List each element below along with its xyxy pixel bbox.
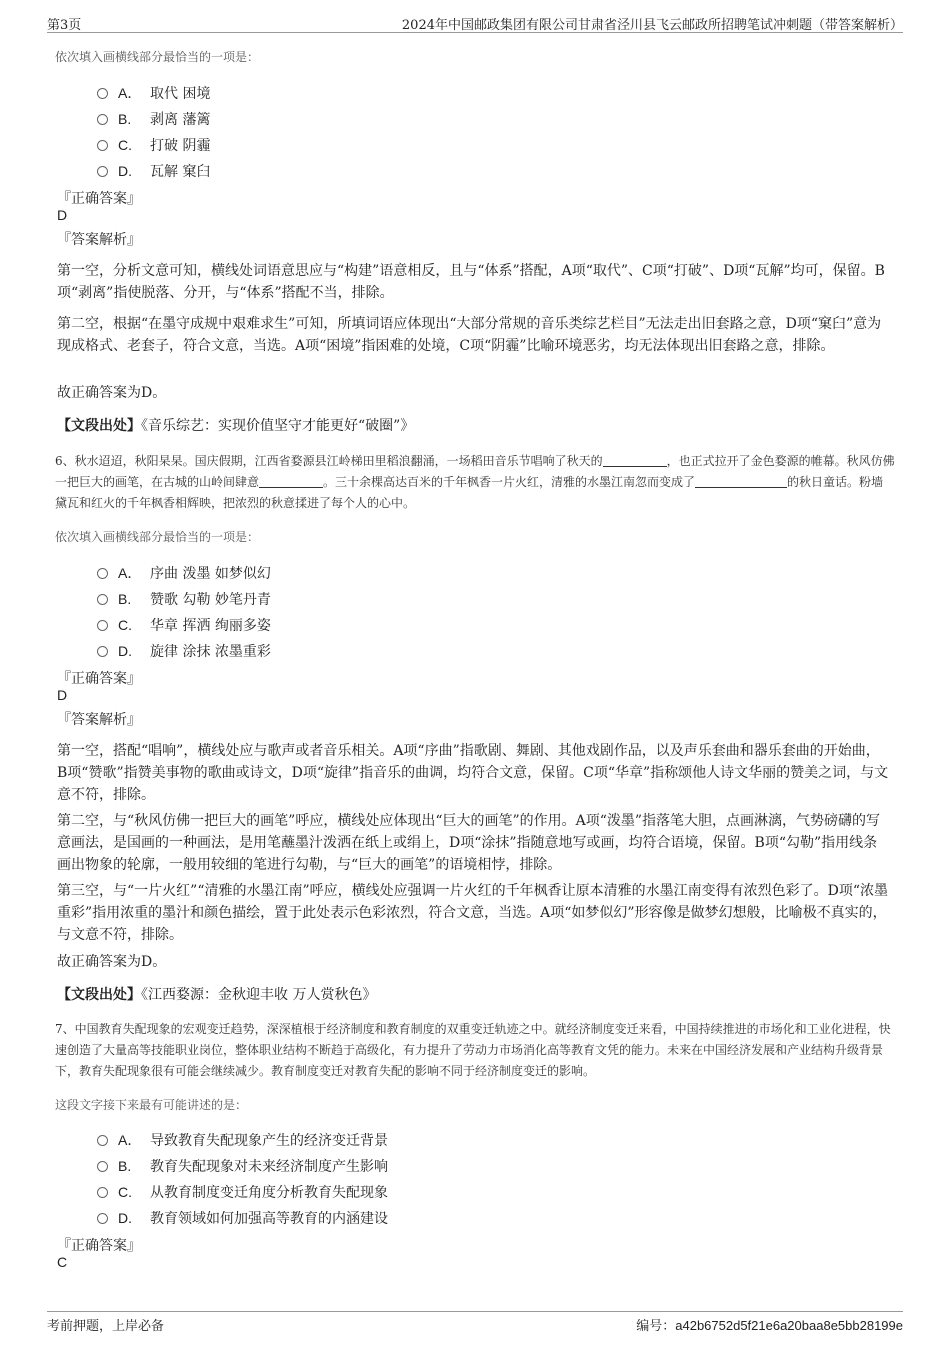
q6-question-text: 6、秋水迢迢，秋阳杲杲。国庆假期，江西省婺源县江岭梯田里稻浪翻涌，一场稻田音乐节唱响了秋天的 ，也正式拉开了金色婺源的帷幕。秋风仿佛一把巨大的画笔，在古城的山岭间肆意 。三十余棵高达百米的千年枫香一片火红，清雅的水墨江南忽而变成了 的秋日童话。粉墙黛瓦和红火的千年枫香相辉映，把浓烈的秋意揉进了每个人的心中。 [55, 454, 895, 510]
q6-analysis-p2: 第二空，与“秋风仿佛一把巨大的画笔”呼应，横线处应体现出“巨大的画笔”的作用。A项“泼墨”指落笔大胆，点画淋漓，气势磅礴的写意画法，是国画的一种画法，是用笔蘸墨汁泼洒在纸上或绢上，D项“涂抹”指随意地写或画，均符合语境，保留。B项“勾勒”指用线条画出物象的轮廓，一般用较细的笔进行勾勒，与“巨大的画笔”的语境相悖，排除。 [57, 813, 881, 873]
radio-icon[interactable] [97, 1135, 108, 1146]
document-code: 编号：a42b6752d5f21e6a20baa8e5bb28199e [636, 1318, 903, 1334]
blank-1 [603, 454, 667, 467]
q7-question-text: 7、中国教育失配现象的宏观变迁趋势，深深植根于经济制度和教育制度的双重变迁轨迹之中。就经济制度变迁来看，中国持续推进的市场化和工业化进程，快速创造了大量高等技能职业岗位，整体职业结构不断趋于高级化，有力提升了劳动力市场消化高等教育文凭的能力。未来在中国经济发展和产业结构升级背景下，教育失配现象很有可能会继续减少。教育制度变迁对教育失配的影响不同于经济制度变迁的影响。 [55, 1022, 891, 1078]
q7-prompt: 这段文字接下来最有可能讲述的是： [55, 1098, 248, 1112]
page-header [47, 12, 903, 33]
q5-analysis-p1: 第一空，分析文意可知，横线处词语意思应与“构建”语意相反，且与“体系”搭配，A项“取代”、C项“打破”、D项“瓦解”均可，保留。B项“剥离”指使脱落、分开，与“体系”搭配不当，排除。 [57, 263, 885, 301]
q5-source: 【文段出处】《音乐综艺：实现价值坚守才能更好“破圈”》 [57, 418, 415, 434]
q7-option-b[interactable]: B. 教育失配现象对未来经济制度产生影响 [97, 1156, 388, 1176]
radio-icon[interactable] [97, 1213, 108, 1224]
q6-prompt: 依次填入画横线部分最恰当的一项是： [55, 530, 260, 544]
q6-option-b[interactable]: B. 赞歌 勾勒 妙笔丹青 [97, 589, 271, 609]
radio-icon[interactable] [97, 166, 108, 177]
q5-analysis-p2: 第二空，根据“在墨守成规中艰难求生”可知，所填词语应体现出“大部分常规的音乐类综艺栏目”无法走出旧套路之意，D项“窠臼”意为现成格式、老套子，符合文意，当选。A项“困境”指困难的处境，C项“阴霾”比喻环境恶劣，均无法体现出旧套路之意，排除。 [57, 316, 882, 354]
footer-slogan: 考前押题，上岸必备 [47, 1319, 165, 1334]
q6-answer-label: 『正确答案』 [57, 671, 141, 687]
radio-icon[interactable] [97, 594, 108, 605]
radio-icon[interactable] [97, 114, 108, 125]
q5-option-a[interactable]: A． 取代 困境 [97, 83, 210, 103]
blank-3 [695, 475, 787, 488]
q6-option-d[interactable]: D. 旋律 涂抹 浓墨重彩 [97, 641, 271, 661]
q7-option-c[interactable]: C. 从教育制度变迁角度分析教育失配现象 [97, 1182, 388, 1202]
radio-icon[interactable] [97, 140, 108, 151]
radio-icon[interactable] [97, 568, 108, 579]
blank-2 [259, 475, 323, 488]
q5-analysis-label: 『答案解析』 [57, 232, 141, 248]
q7-answer-label: 『正确答案』 [57, 1238, 141, 1254]
q5-option-b[interactable]: B. 剥离 藩篱 [97, 109, 210, 129]
q5-option-d[interactable]: D. 瓦解 窠臼 [97, 161, 210, 181]
q5-option-c[interactable]: C. 打破 阴霾 [97, 135, 210, 155]
q6-analysis-p1: 第一空，搭配“唱响”，横线处应与歌声或者音乐相关。A项“序曲”指歌剧、舞剧、其他戏剧作品，以及声乐套曲和器乐套曲的开始曲，B项“赞歌”指赞美事物的歌曲或诗文，D项“旋律”指音乐的曲调，均符合文意，保留。C项“华章”指称颂他人诗文华丽的赞美之词，与文意不符，排除。 [57, 743, 889, 803]
radio-icon[interactable] [97, 88, 108, 99]
q6-option-c[interactable]: C. 华章 挥洒 绚丽多姿 [97, 615, 271, 635]
radio-icon[interactable] [97, 1161, 108, 1172]
radio-icon[interactable] [97, 620, 108, 631]
document-title: 2024年中国邮政集团有限公司甘肃省泾川县飞云邮政所招聘笔试冲刺题（带答案解析） [401, 18, 903, 33]
q6-answer: D [57, 687, 68, 703]
q6-analysis-p3: 第三空，与“一片火红”“清雅的水墨江南”呼应，横线处应强调一片火红的千年枫香让原本清雅的水墨江南变得有浓烈色彩了。D项“浓墨重彩”指用浓重的墨汁和颜色描绘，置于此处表示色彩浓烈，符合文意，当选。A项“如梦似幻”形容像是做梦幻想般，比喻极不真实的，与文意不符，排除。 [57, 883, 889, 943]
q5-answer: D [57, 207, 68, 223]
q6-analysis-p4: 故正确答案为D。 [57, 954, 167, 970]
q7-answer: C [57, 1254, 68, 1270]
radio-icon[interactable] [97, 646, 108, 657]
q6-source: 【文段出处】《江西婺源：金秋迎丰收 万人赏秋色》 [57, 987, 377, 1003]
q7-option-a[interactable]: A． 导致教育失配现象产生的经济变迁背景 [97, 1130, 388, 1150]
q7-option-d[interactable]: D. 教育领域如何加强高等教育的内涵建设 [97, 1208, 388, 1228]
q6-analysis-label: 『答案解析』 [57, 712, 141, 728]
radio-icon[interactable] [97, 1187, 108, 1198]
page-number: 第3页 [47, 18, 82, 33]
q6-option-a[interactable]: A． 序曲 泼墨 如梦似幻 [97, 563, 271, 583]
q5-answer-label: 『正确答案』 [57, 191, 141, 207]
q5-analysis-p3: 故正确答案为D。 [57, 385, 167, 401]
page-footer [47, 1311, 903, 1332]
q5-prompt: 依次填入画横线部分最恰当的一项是： [55, 50, 260, 64]
